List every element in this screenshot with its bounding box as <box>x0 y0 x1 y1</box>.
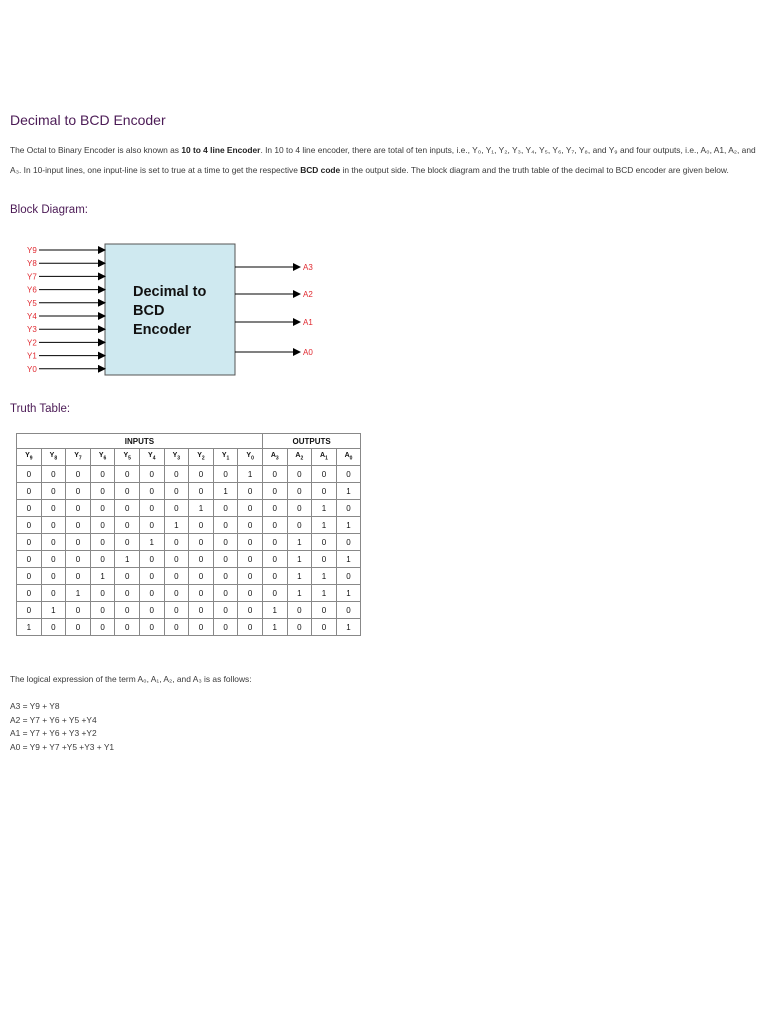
table-cell: 0 <box>238 551 263 568</box>
table-cell: 0 <box>139 602 164 619</box>
table-cell: 0 <box>66 602 91 619</box>
table-row <box>17 585 361 602</box>
intro-inputs-list: ₀, Y₁, Y₂, Y₃, Y₄, Y₅, Y₆, Y₇, Y₈, <box>477 145 591 155</box>
table-cell: 0 <box>17 517 42 534</box>
table-cell: 1 <box>336 517 361 534</box>
table-cell: 1 <box>287 551 312 568</box>
equation-a0: A0 = Y9 + Y7 +Y5 +Y3 + Y1 <box>10 741 115 752</box>
table-cell: 0 <box>312 483 337 500</box>
intro-bold-2: BCD code <box>300 165 341 175</box>
output-label-a0: A0 <box>303 348 313 357</box>
column-header-y1: $Y_1$ <box>213 449 238 466</box>
table-cell: 1 <box>336 551 361 568</box>
table-cell: 0 <box>262 585 287 602</box>
column-header-y4: $Y_4$ <box>139 449 164 466</box>
table-cell: 1 <box>115 551 140 568</box>
table-cell: 0 <box>238 483 263 500</box>
outputs-group-header: OUTPUTS <box>262 434 360 449</box>
table-cell: 0 <box>90 500 115 517</box>
table-cell: 0 <box>238 517 263 534</box>
table-cell: 0 <box>115 568 140 585</box>
table-cell: 0 <box>238 602 263 619</box>
table-cell: 0 <box>90 466 115 483</box>
column-header-a2: $A_2$ <box>287 449 312 466</box>
column-header-a3: $A_3$ <box>262 449 287 466</box>
table-cell: 0 <box>41 500 66 517</box>
table-cell: 0 <box>66 466 91 483</box>
table-cell: 0 <box>139 551 164 568</box>
table-row <box>17 619 361 636</box>
block-diagram-heading: Block Diagram: <box>10 204 88 216</box>
table-cell: 1 <box>238 466 263 483</box>
table-cell: 1 <box>312 517 337 534</box>
table-cell: 0 <box>164 602 189 619</box>
column-header-y3: $Y_3$ <box>164 449 189 466</box>
table-cell: 0 <box>238 568 263 585</box>
column-header-a0: $A_0$ <box>336 449 361 466</box>
table-cell: 0 <box>238 500 263 517</box>
table-cell: 0 <box>262 483 287 500</box>
table-cell: 1 <box>312 585 337 602</box>
table-cell: 0 <box>164 483 189 500</box>
table-cell: 0 <box>189 585 214 602</box>
table-cell: 0 <box>336 466 361 483</box>
table-cell: 0 <box>17 534 42 551</box>
table-cell: 0 <box>189 483 214 500</box>
equation-a3: A3 = Y9 + Y8 <box>10 701 60 711</box>
table-cell: 0 <box>41 568 66 585</box>
table-cell: 0 <box>66 517 91 534</box>
table-cell: 0 <box>164 534 189 551</box>
encoder-label-line-3: Encoder <box>133 322 192 338</box>
table-cell: 0 <box>213 602 238 619</box>
table-cell: 0 <box>336 602 361 619</box>
column-header-y8: $Y_8$ <box>41 449 66 466</box>
table-cell: 0 <box>312 534 337 551</box>
table-cell: 0 <box>164 568 189 585</box>
table-cell: 0 <box>115 602 140 619</box>
table-cell: 0 <box>336 500 361 517</box>
column-header-y0: $Y_0$ <box>238 449 263 466</box>
table-cell: 0 <box>41 551 66 568</box>
table-cell: 1 <box>336 619 361 636</box>
table-cell: 1 <box>287 534 312 551</box>
table-cell: 1 <box>287 568 312 585</box>
table-cell: 0 <box>189 466 214 483</box>
input-label-y4: Y4 <box>27 312 37 321</box>
input-label-y6: Y6 <box>27 285 37 295</box>
column-header-y7: $Y_7$ <box>66 449 91 466</box>
table-row <box>17 534 361 551</box>
block-diagram <box>10 236 340 381</box>
input-label-y8: Y8 <box>27 259 37 269</box>
table-row <box>17 483 361 500</box>
table-cell: 0 <box>262 534 287 551</box>
table-cell: 0 <box>312 602 337 619</box>
table-cell: 0 <box>164 551 189 568</box>
table-cell: 0 <box>41 619 66 636</box>
table-cell: 1 <box>336 585 361 602</box>
table-cell: 0 <box>90 619 115 636</box>
column-header-y5: $Y_5$ <box>115 449 140 466</box>
table-row <box>17 500 361 517</box>
column-header-a1: $A_1$ <box>312 449 337 466</box>
encoder-label-line-2: BCD <box>133 303 165 319</box>
table-cell: 0 <box>41 483 66 500</box>
table-cell: 1 <box>213 483 238 500</box>
table-cell: 0 <box>17 585 42 602</box>
table-cell: 0 <box>164 585 189 602</box>
table-cell: 0 <box>287 619 312 636</box>
table-cell: 1 <box>139 534 164 551</box>
table-cell: 0 <box>189 619 214 636</box>
table-cell: 0 <box>66 568 91 585</box>
table-cell: 0 <box>238 619 263 636</box>
output-label-a1: A1 <box>303 318 313 327</box>
logical-expression-intro: The logical expression of the term A₀, A₁, A₂, and A₃ is as follows: <box>10 674 252 684</box>
table-cell: 0 <box>115 619 140 636</box>
table-cell: 0 <box>312 619 337 636</box>
table-cell: 0 <box>115 534 140 551</box>
table-cell: 0 <box>17 602 42 619</box>
output-label-a2: A2 <box>303 290 313 299</box>
table-cell: 0 <box>262 551 287 568</box>
table-cell: 0 <box>287 517 312 534</box>
table-cell: 1 <box>90 568 115 585</box>
table-cell: 0 <box>17 466 42 483</box>
intro-text-4: in the output side. The block diagram and the truth table of the decimal to BCD encoder are given below. <box>340 165 729 175</box>
table-cell: 0 <box>213 466 238 483</box>
table-cell: 0 <box>164 500 189 517</box>
table-cell: 0 <box>238 585 263 602</box>
intro-text-2: . In 10 to 4 line encoder, there are total of ten inputs, i.e., Y <box>260 145 478 155</box>
input-label-y3: Y3 <box>27 325 37 335</box>
table-cell: 0 <box>213 551 238 568</box>
table-cell: 0 <box>139 483 164 500</box>
table-row <box>17 602 361 619</box>
table-cell: 0 <box>262 517 287 534</box>
table-cell: 0 <box>189 534 214 551</box>
truth-table-heading: Truth Table: <box>10 403 71 415</box>
table-cell: 0 <box>139 500 164 517</box>
table-cell: 0 <box>90 602 115 619</box>
table-cell: 0 <box>312 551 337 568</box>
intro-text-1: The Octal to Binary Encoder is also known as <box>10 145 182 155</box>
table-cell: 1 <box>336 483 361 500</box>
table-cell: 0 <box>90 551 115 568</box>
column-header-y9: $Y_9$ <box>17 449 42 466</box>
table-cell: 0 <box>287 602 312 619</box>
table-cell: 0 <box>312 466 337 483</box>
table-cell: 0 <box>139 466 164 483</box>
table-cell: 0 <box>66 483 91 500</box>
input-label-y5: Y5 <box>27 298 37 308</box>
table-row <box>17 466 361 483</box>
encoder-box <box>105 244 235 375</box>
table-cell: 0 <box>213 534 238 551</box>
table-cell: 0 <box>262 500 287 517</box>
input-label-y2: Y2 <box>27 338 37 348</box>
table-cell: 0 <box>189 568 214 585</box>
table-cell: 0 <box>287 500 312 517</box>
input-label-y7: Y7 <box>27 272 37 282</box>
column-header-y2: $Y_2$ <box>189 449 214 466</box>
input-label-y0: Y0 <box>27 364 37 374</box>
table-cell: 1 <box>66 585 91 602</box>
table-cell: 0 <box>213 585 238 602</box>
intro-bold-1: 10 to 4 line Encoder <box>181 145 261 155</box>
table-cell: 1 <box>312 568 337 585</box>
table-cell: 0 <box>213 517 238 534</box>
table-cell: 0 <box>115 585 140 602</box>
table-cell: 0 <box>90 585 115 602</box>
table-cell: 0 <box>164 619 189 636</box>
table-cell: 0 <box>17 551 42 568</box>
table-cell: 0 <box>139 568 164 585</box>
table-cell: 1 <box>287 585 312 602</box>
table-cell: 1 <box>164 517 189 534</box>
table-cell: 1 <box>189 500 214 517</box>
table-cell: 1 <box>262 602 287 619</box>
table-cell: 0 <box>336 568 361 585</box>
table-cell: 0 <box>90 517 115 534</box>
table-row <box>17 551 361 568</box>
table-cell: 0 <box>189 602 214 619</box>
table-cell: 0 <box>262 466 287 483</box>
table-cell: 0 <box>139 585 164 602</box>
table-cell: 0 <box>287 483 312 500</box>
table-cell: 0 <box>189 517 214 534</box>
table-row <box>17 568 361 585</box>
output-label-a3: A3 <box>303 263 313 272</box>
table-cell: 0 <box>66 619 91 636</box>
table-cell: 0 <box>90 483 115 500</box>
equation-a1: A1 = Y7 + Y6 + Y3 +Y2 <box>10 728 97 738</box>
page-title: Decimal to BCD Encoder <box>10 112 166 128</box>
table-cell: 0 <box>213 500 238 517</box>
table-cell: 0 <box>115 500 140 517</box>
intro-text-3: and Y₉ and four outputs, i.e., A₀, A1, A₂, and A₃. In 10-input lines, one input-line is set to true at a time to get the respective <box>10 145 756 175</box>
table-cell: 0 <box>238 534 263 551</box>
table-cell: 1 <box>262 619 287 636</box>
table-cell: 0 <box>213 568 238 585</box>
inputs-group-header: INPUTS <box>17 434 263 449</box>
table-cell: 0 <box>66 551 91 568</box>
table-cell: 0 <box>164 466 189 483</box>
table-cell: 0 <box>41 585 66 602</box>
truth-table <box>16 433 361 636</box>
intro-paragraph <box>10 140 760 180</box>
table-cell: 0 <box>115 466 140 483</box>
table-cell: 0 <box>115 483 140 500</box>
table-cell: 1 <box>312 500 337 517</box>
table-cell: 0 <box>17 500 42 517</box>
equations <box>10 700 114 754</box>
table-cell: 0 <box>66 500 91 517</box>
table-cell: 0 <box>213 619 238 636</box>
table-cell: 1 <box>17 619 42 636</box>
input-label-y1: Y1 <box>27 351 37 361</box>
table-cell: 0 <box>189 551 214 568</box>
table-cell: 0 <box>66 534 91 551</box>
table-cell: 0 <box>41 534 66 551</box>
table-cell: 0 <box>139 517 164 534</box>
encoder-label-line-1: Decimal to <box>133 284 207 300</box>
table-cell: 0 <box>41 517 66 534</box>
input-label-y9: Y9 <box>27 246 37 255</box>
table-cell: 0 <box>139 619 164 636</box>
table-cell: 0 <box>336 534 361 551</box>
table-cell: 0 <box>17 568 42 585</box>
table-cell: 0 <box>90 534 115 551</box>
table-cell: 0 <box>262 568 287 585</box>
table-row <box>17 517 361 534</box>
equation-a2: A2 = Y7 + Y6 + Y5 +Y4 <box>10 714 97 725</box>
table-cell: 0 <box>115 517 140 534</box>
table-cell: 0 <box>17 483 42 500</box>
table-cell: 0 <box>41 466 66 483</box>
table-cell: 0 <box>287 466 312 483</box>
column-header-y6: $Y_6$ <box>90 449 115 466</box>
table-cell: 1 <box>41 602 66 619</box>
